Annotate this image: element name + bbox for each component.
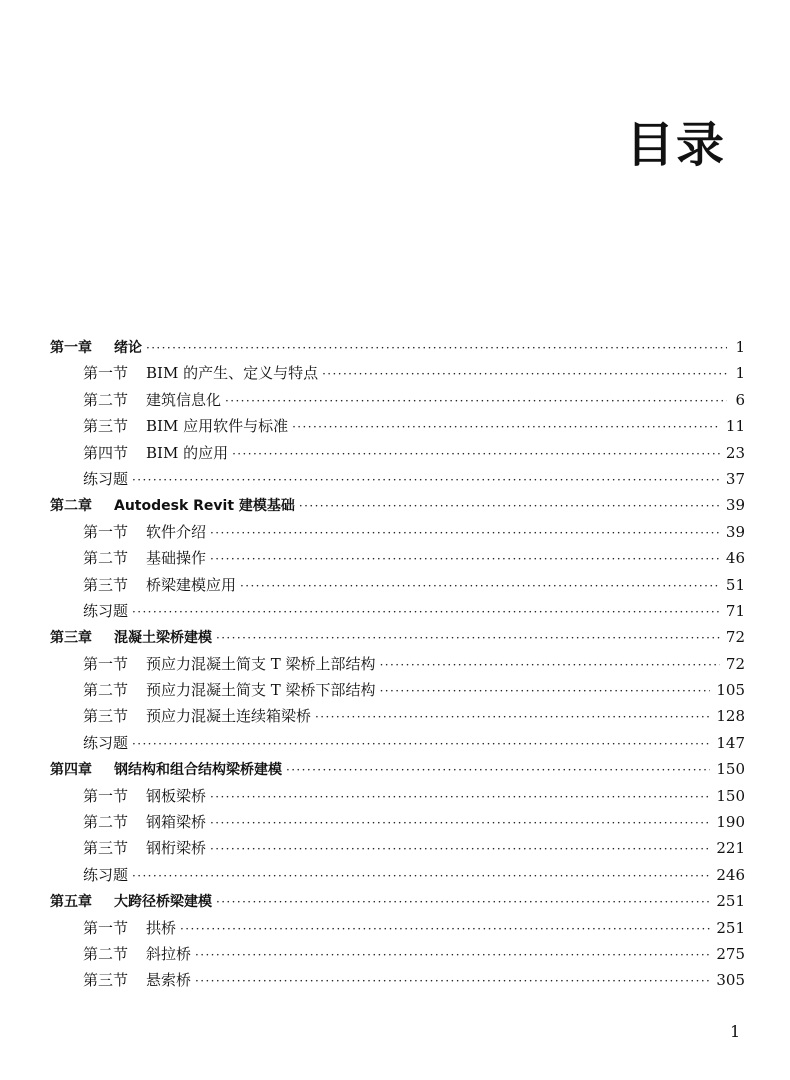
dot-leader xyxy=(286,757,710,783)
toc-section-row[interactable] xyxy=(50,519,745,545)
dot-leader xyxy=(195,968,710,994)
toc-section-row[interactable] xyxy=(50,730,745,756)
page-number: 251 xyxy=(716,892,745,911)
toc-section-row[interactable] xyxy=(50,703,745,729)
section-number: 第一节 xyxy=(83,786,129,805)
page-number: 39 xyxy=(725,496,745,515)
page-number: 46 xyxy=(725,549,745,568)
toc-chapter-row[interactable] xyxy=(50,888,745,914)
section-number: 第三节 xyxy=(83,575,129,594)
dot-leader xyxy=(132,863,710,889)
section-title: 预应力混凝土简支 T 梁桥下部结构 xyxy=(146,681,376,700)
toc-chapter-row[interactable] xyxy=(50,492,745,518)
section-number: 第一节 xyxy=(83,918,129,937)
dot-leader xyxy=(132,467,720,493)
toc-section-row[interactable] xyxy=(50,598,745,624)
toc-chapter-row[interactable] xyxy=(50,624,745,650)
page-number: 37 xyxy=(725,469,745,488)
section-number: 第二节 xyxy=(83,549,129,568)
footer-page-number: 1 xyxy=(730,1022,741,1041)
dot-leader xyxy=(180,916,710,942)
section-number: 第四节 xyxy=(83,443,129,462)
toc-section-row[interactable] xyxy=(50,835,745,861)
section-title: 钢板梁桥 xyxy=(146,786,207,805)
dot-leader xyxy=(225,388,727,414)
dot-leader xyxy=(216,889,710,915)
page-number: 72 xyxy=(725,654,745,673)
toc-section-row[interactable] xyxy=(50,413,745,439)
section-number: 第二节 xyxy=(83,813,129,832)
section-title: 练习题 xyxy=(83,733,129,752)
toc-section-row[interactable] xyxy=(50,967,745,993)
section-title: BIM 应用软件与标准 xyxy=(146,417,289,436)
page-number: 23 xyxy=(725,443,745,462)
dot-leader xyxy=(292,414,720,440)
page-number: 1 xyxy=(735,364,745,383)
page-number: 6 xyxy=(735,390,745,409)
toc-chapter-row[interactable] xyxy=(50,756,745,782)
chapter-number: 第三章 xyxy=(50,630,92,647)
toc-section-row[interactable] xyxy=(50,572,745,598)
dot-leader xyxy=(195,942,710,968)
page-number: 147 xyxy=(716,733,745,752)
toc-section-row[interactable] xyxy=(50,783,745,809)
page-number: 275 xyxy=(716,944,745,963)
dot-leader xyxy=(146,335,727,361)
section-title: 斜拉桥 xyxy=(146,944,192,963)
page-number: 305 xyxy=(716,971,745,990)
section-number: 第一节 xyxy=(83,522,129,541)
chapter-title: 钢结构和组合结构梁桥建模 xyxy=(114,762,282,779)
chapter-title: 绪论 xyxy=(114,340,142,356)
page-number: 246 xyxy=(716,865,745,884)
page-number: 190 xyxy=(716,813,745,832)
toc-section-row[interactable] xyxy=(50,809,745,835)
dot-leader xyxy=(240,573,720,599)
dot-leader xyxy=(132,731,710,757)
toc-section-row[interactable] xyxy=(50,387,745,413)
dot-leader xyxy=(210,520,720,546)
dot-leader xyxy=(132,599,720,625)
section-title: 拱桥 xyxy=(146,918,177,937)
section-number: 第一节 xyxy=(83,364,129,383)
dot-leader xyxy=(210,836,710,862)
toc-section-row[interactable] xyxy=(50,677,745,703)
section-title: 软件介绍 xyxy=(146,522,207,541)
dot-leader xyxy=(322,361,727,387)
section-number: 第三节 xyxy=(83,839,129,858)
toc-section-row[interactable] xyxy=(50,466,745,492)
section-title: 桥梁建模应用 xyxy=(146,575,237,594)
chapter-number: 第四章 xyxy=(50,762,92,779)
page-number: 51 xyxy=(725,575,745,594)
section-title: 建筑信息化 xyxy=(146,390,222,409)
section-title: BIM 的应用 xyxy=(146,443,229,462)
section-number: 第三节 xyxy=(83,971,129,990)
section-title: 练习题 xyxy=(83,601,129,620)
page-number: 150 xyxy=(716,786,745,805)
section-number: 第一节 xyxy=(83,654,129,673)
page-number: 39 xyxy=(725,522,745,541)
dot-leader xyxy=(380,678,711,704)
chapter-title: Autodesk Revit 建模基础 xyxy=(114,498,295,515)
section-number: 第三节 xyxy=(83,417,129,436)
section-title: 悬索桥 xyxy=(146,971,192,990)
dot-leader xyxy=(315,704,710,730)
chapter-number: 第五章 xyxy=(50,894,92,911)
chapter-title: 混凝土梁桥建模 xyxy=(114,630,212,647)
section-title: 基础操作 xyxy=(146,549,207,568)
dot-leader xyxy=(232,441,720,467)
toc-section-row[interactable] xyxy=(50,862,745,888)
section-title: 练习题 xyxy=(83,865,129,884)
page-number: 128 xyxy=(716,707,745,726)
page-number: 105 xyxy=(716,681,745,700)
toc-chapter-row[interactable] xyxy=(50,334,745,360)
toc-section-row[interactable] xyxy=(50,915,745,941)
section-number: 第二节 xyxy=(83,681,129,700)
toc-section-row[interactable] xyxy=(50,360,745,386)
page-title: 目录 xyxy=(626,117,727,173)
section-title: 预应力混凝土连续箱梁桥 xyxy=(146,707,312,726)
section-number: 第三节 xyxy=(83,707,129,726)
section-title: 预应力混凝土简支 T 梁桥上部结构 xyxy=(146,654,376,673)
chapter-number: 第二章 xyxy=(50,498,92,515)
dot-leader xyxy=(210,784,710,810)
section-title: 钢箱梁桥 xyxy=(146,813,207,832)
dot-leader xyxy=(210,810,710,836)
section-title: 钢桁梁桥 xyxy=(146,839,207,858)
toc-section-row[interactable] xyxy=(50,941,745,967)
page-number: 150 xyxy=(716,760,745,779)
page-number: 71 xyxy=(725,601,745,620)
chapter-title: 大跨径桥梁建模 xyxy=(114,894,212,911)
section-title: 练习题 xyxy=(83,469,129,488)
page-number: 11 xyxy=(725,417,745,436)
section-number: 第二节 xyxy=(83,944,129,963)
dot-leader xyxy=(380,652,720,678)
page-number: 221 xyxy=(716,839,745,858)
page-number: 251 xyxy=(716,918,745,937)
dot-leader xyxy=(299,493,720,519)
toc-section-row[interactable] xyxy=(50,651,745,677)
dot-leader xyxy=(216,625,720,651)
toc-section-row[interactable] xyxy=(50,545,745,571)
section-number: 第二节 xyxy=(83,390,129,409)
page-number: 72 xyxy=(725,628,745,647)
chapter-number: 第一章 xyxy=(50,340,92,356)
dot-leader xyxy=(210,546,720,572)
table-of-contents xyxy=(50,334,745,994)
toc-section-row[interactable] xyxy=(50,440,745,466)
page-number: 1 xyxy=(735,338,745,356)
section-title: BIM 的产生、定义与特点 xyxy=(146,364,319,383)
